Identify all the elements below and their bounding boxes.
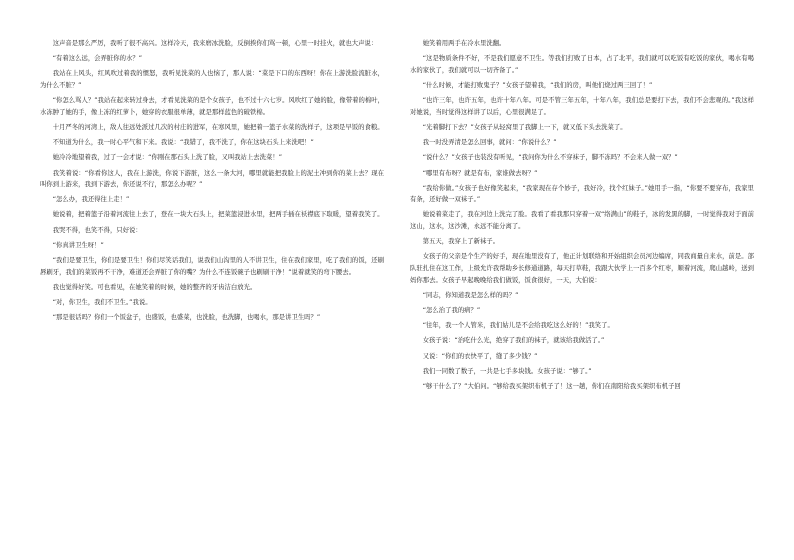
paragraph: 她笑着用两手在冷水里洗翻。 (422, 40, 506, 47)
paragraph: 我笑着说：“你看你这人，我在上游洗，你说下游脏，这么一条大河，哪里就能把我脸上的泥土冲到你的菜上去？现在叫你到上游来，我到下游去，你还说不行，那怎么办呢？” (40, 169, 384, 189)
paragraph: “说什么？”女孩子也装没有听见，“我问你为什么不穿袜子，脚不冻吗？不会来人做一双？” (422, 154, 678, 162)
paragraph: 她冷冷地望着我，过了一会才说：“你刚在那石头上洗了脸，又叫我站上去洗菜！” (52, 154, 283, 162)
paragraph: “也许三年，也许五年，也许十年八年。可是不管三年五年，十年八年，我们总是要打下去，我们不会悲观的。”我这样对她说，当时觉得这样讲了以后，心里很满足了。 (410, 97, 754, 116)
paragraph: 这声音是那么严厉，我听了很不高兴。这样冷天，我来磨冰洗脸，反倒挨你们骂一顿，心里一时挂火，就也大声说： (52, 40, 378, 47)
paragraph: “往年，我一个人管米，我们姑儿是不会给我吃这么好的！”我笑了。 (422, 322, 614, 330)
paragraph: 我哭不得，也笑不得，只好说： (52, 226, 142, 234)
paragraph: “够干什么了？”大伯问。“够给我买架织布机子了！这一趟，你们在南阳给我买架织布机子回 (422, 382, 681, 390)
paragraph: “怎么治了我的病？” (422, 307, 481, 314)
paragraph: 十月严冬的河湾上，敌人往远处派过几次的村庄的进军，在寒风里，她把着一篮子水菜的洗样子，这项是早饭的食粮。 (52, 123, 384, 131)
paragraph: “这是物质条件不好，不是我们愿意不卫生。等我们打败了日本，占了北平，我们就可以吃饭有吃饭的家伙，喝水有喝水的家伙了，我们就可以一切齐备了。” (410, 55, 754, 74)
paragraph: 第五天，我穿上了新袜子。 (422, 238, 500, 246)
paragraph: “哪里有布呀？就是有布，家谁做去呀？” (422, 169, 538, 177)
two-column-layout (40, 38, 754, 546)
paragraph: 不知道为什么，我一时心平气和下来。我说：“我错了，我不洗了，你在这块石头上来洗吧！” (52, 139, 314, 147)
paragraph: “对，你卫生，我们不卫生。”我说。 (52, 299, 152, 306)
paragraph: “你真讲卫生呀！” (52, 241, 104, 249)
right-column (410, 38, 754, 546)
paragraph: 我们一同数了数子，一共是七手多块钱。女孩子说：“够了。” (422, 367, 592, 375)
paragraph: 又说：“你们的衣快平了，缝了多少钱？” (422, 352, 538, 360)
paragraph: “什么时候，才能打败鬼子？”女孩子望着我，“我们的房，叫他们烧过两三回了！” (422, 81, 653, 89)
paragraph: 女孩子的父亲是个生产的好手，现在地里没有了，他正计划联络和开始组织会员河边编席，同我商量自来水，前是。部队驻扎住在这工作，上级允许我帮助乡长修通道路，每天打草鞋，我跟大伙学上一百多个红枣，顺着河流，爬山越岭，送到妈你那去。女孩子早起晚晚给我们做饭，饭食很好，一天，大伯说： (410, 253, 754, 284)
paragraph: “你怎么骂人？”我站在起来转过身去，才看见洗菜的是个女孩子，也不过十六七岁。风吹红了她的脸，像带着的棉叶，水冻肿了她的手，像上冻的红萝卜，她穿的衣服很单薄，就是那样蓝色的破铁棉。 (40, 97, 384, 116)
paragraph: “光着脚打下去？”女孩子从轻窝里了我脚上一下，就又低下头去洗菜了。 (422, 123, 627, 131)
paragraph: “我们是要卫生，你们是要卫生！你们尽笑话我们，说我们山沟里的人不讲卫生，住在我们家里，吃了我们的饭，还刷唇刷牙，我们的菜饭再不干净，难道还会弄脏了你的嘴？为什么不连饭碗子也刷刷干净！”说着就笑的弯下腰去。 (40, 257, 384, 276)
paragraph: 我一时没弄清是怎么回事，就问：“你说什么？” (422, 139, 557, 147)
paragraph: 女孩子说：“治吃什么光，绝穿了我们的袜子，就该给我做活了。” (422, 337, 605, 345)
paragraph: 我也觉得好笑。可也看见，在她笑着的时候，她的整齐的牙齿洁白放光。 (52, 283, 257, 291)
paragraph: “同志，你知道我是怎么样的吗？” (422, 291, 519, 299)
paragraph: 她说着菜走了，我在河边上洗完了脸。我看了看我那只穿着一双“络满山”的鞋子，冰的发黑的脚，一时觉得我对于面前这山，这水，这沙滩，永远不能分离了。 (410, 211, 754, 231)
paragraph: 她说着，把着篮子沿着河流往上去了，登在一块大石头上，把菜篮浸进水里，把两手插在袄襟底下取暖，望着我笑了。 (52, 211, 384, 219)
left-column (40, 38, 384, 546)
paragraph: “我给你做。”女孩子也好像笑起来，“我家现在存个妙子，我好冷，找个红妹子。”她用手一指，“你要不要穿布，我家里有条，还好做一双袜子。” (410, 184, 754, 204)
paragraph: “有着这么远，会弄脏你的水？” (52, 55, 143, 63)
paragraph: “那是很话吗？你们一个饭盆子，也盛饭，也盛菜，也洗脸，也洗脚，也喝水，那是讲卫生吗？” (52, 314, 321, 322)
paragraph: 我站在上风头，红风吹过着我的惯怒，我听见洗菜的人也恼了，那人说：“菜是下口的东西呀！你在上游洗脸流脏水，为什么不脏？” (40, 70, 384, 89)
paragraph: “怎么办，我还得往上走！” (52, 196, 130, 204)
